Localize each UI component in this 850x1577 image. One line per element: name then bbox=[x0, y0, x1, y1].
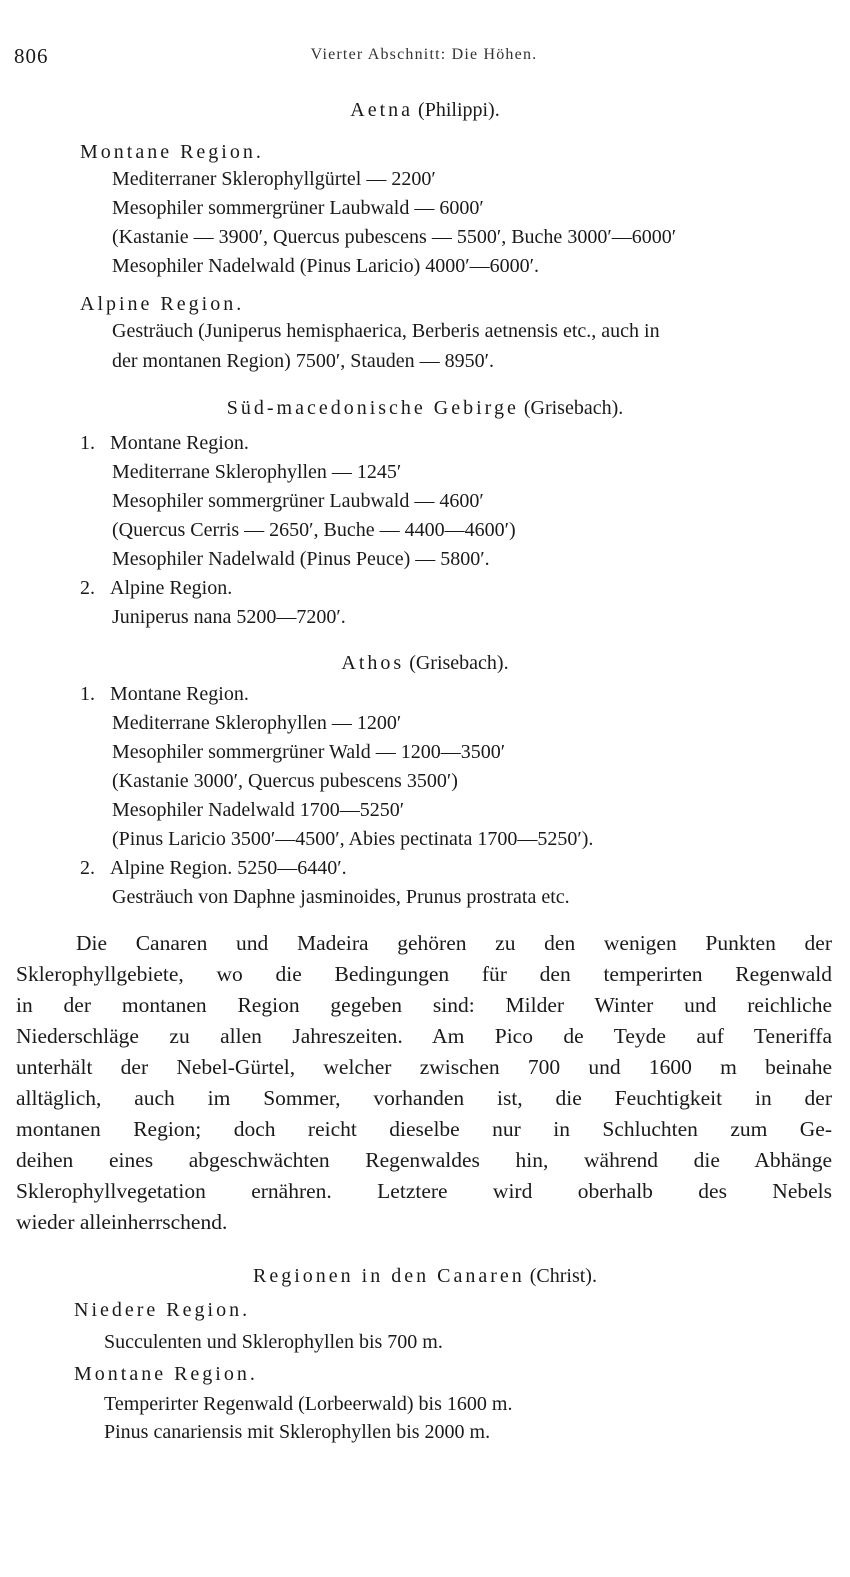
section-title: Montane Region. bbox=[110, 683, 249, 705]
aetna-montane-line: Mediterraner Sklerophyllgürtel — 2200′ bbox=[112, 168, 436, 190]
aetna-alpine-line: Gesträuch (Juniperus hemisphaerica, Berberis aetnensis etc., auch in bbox=[112, 320, 660, 342]
athos-line: Gesträuch von Daphne jasminoides, Prunus prostrata etc. bbox=[112, 886, 570, 908]
macedonia-title-line bbox=[0, 396, 850, 420]
section-title: Alpine Region. bbox=[110, 577, 233, 599]
macedonia-section-heading bbox=[80, 431, 249, 455]
macedonia-line: Juniperus nana 5200—7200′. bbox=[112, 606, 346, 628]
paragraph-line: Sklerophyllvegetation ernähren. Letztere wird oberhalb des Nebels bbox=[16, 1179, 832, 1203]
section-number: 1. bbox=[80, 683, 95, 705]
aetna-montane-line: (Kastanie — 3900′, Quercus pubescens — 5500′, Buche 3000′—6000′ bbox=[112, 226, 677, 248]
aetna-montane-line: Mesophiler Nadelwald (Pinus Laricio) 4000′—6000′. bbox=[112, 255, 540, 277]
canaries-niedere-line: Succulenten und Sklerophyllen bis 700 m. bbox=[104, 1331, 443, 1353]
canaries-montane-line: Pinus canariensis mit Sklerophyllen bis 2000 m. bbox=[104, 1421, 491, 1443]
athos-line: Mediterrane Sklerophyllen — 1200′ bbox=[112, 712, 402, 734]
athos-title-line bbox=[0, 651, 850, 675]
macedonia-author: (Grisebach). bbox=[523, 397, 624, 419]
paragraph-line: in der montanen Region gegeben sind: Milder Winter und reichliche bbox=[16, 993, 832, 1017]
body-paragraph bbox=[16, 928, 832, 1238]
athos-title: Athos bbox=[341, 652, 405, 674]
aetna-montane-heading: Montane Region. bbox=[80, 141, 264, 163]
paragraph-line: Niederschläge zu allen Jahreszeiten. Am Pico de Teyde auf Teneriffa bbox=[16, 1024, 832, 1048]
paragraph-line: Die Canaren und Madeira gehören zu den wenigen Punkten der bbox=[76, 931, 832, 955]
macedonia-line: Mesophiler sommergrüner Laubwald — 4600′ bbox=[112, 490, 484, 512]
section-number: 1. bbox=[80, 432, 95, 454]
macedonia-line: Mesophiler Nadelwald (Pinus Peuce) — 5800′. bbox=[112, 548, 490, 570]
canaries-title: Regionen in den Canaren bbox=[253, 1265, 525, 1287]
macedonia-line: Mediterrane Sklerophyllen — 1245′ bbox=[112, 461, 402, 483]
aetna-alpine-heading: Alpine Region. bbox=[80, 293, 245, 315]
section-number: 2. bbox=[80, 857, 95, 879]
macedonia-section-heading bbox=[80, 576, 232, 600]
aetna-alpine-line: der montanen Region) 7500′, Stauden — 8950′. bbox=[112, 350, 495, 372]
athos-author: (Grisebach). bbox=[409, 652, 509, 674]
aetna-title: Aetna bbox=[350, 99, 414, 121]
aetna-author: (Philippi). bbox=[418, 99, 500, 121]
paragraph-line: Sklerophyllgebiete, wo die Bedingungen für den temperirten Regenwald bbox=[16, 962, 832, 986]
running-head: Vierter Abschnitt: Die Höhen. bbox=[310, 46, 538, 63]
aetna-title-line bbox=[0, 98, 850, 122]
paragraph-line: wieder alleinherrschend. bbox=[16, 1210, 228, 1234]
canaries-author: (Christ). bbox=[529, 1265, 597, 1287]
macedonia-title: Süd-macedonische Gebirge bbox=[226, 397, 519, 419]
page-number: 806 bbox=[14, 44, 49, 68]
athos-line: (Kastanie 3000′, Quercus pubescens 3500′) bbox=[112, 770, 458, 792]
section-title: Montane Region. bbox=[110, 432, 249, 454]
athos-section-heading bbox=[80, 856, 347, 880]
canaries-montane-heading: Montane Region. bbox=[74, 1363, 258, 1385]
page-header bbox=[14, 44, 834, 68]
athos-line: Mesophiler Nadelwald 1700—5250′ bbox=[112, 799, 405, 821]
athos-line: Mesophiler sommergrüner Wald — 1200—3500′ bbox=[112, 741, 506, 763]
athos-line: (Pinus Laricio 3500′—4500′, Abies pectinata 1700—5250′). bbox=[112, 828, 594, 850]
section-number: 2. bbox=[80, 577, 95, 599]
canaries-montane-line: Temperirter Regenwald (Lorbeerwald) bis 1600 m. bbox=[104, 1393, 513, 1415]
paragraph-line: deihen eines abgeschwächten Regenwaldes hin, während die Abhänge bbox=[16, 1148, 832, 1172]
canaries-title-line bbox=[0, 1264, 850, 1288]
canaries-niedere-heading: Niedere Region. bbox=[74, 1299, 251, 1321]
paragraph-line: unterhält der Nebel-Gürtel, welcher zwischen 700 und 1600 m beinahe bbox=[16, 1055, 832, 1079]
macedonia-line: (Quercus Cerris — 2650′, Buche — 4400—4600′) bbox=[112, 519, 516, 541]
paragraph-line: montanen Region; doch reicht dieselbe nur in Schluchten zum Ge- bbox=[16, 1117, 832, 1141]
section-title: Alpine Region. 5250—6440′. bbox=[110, 857, 347, 879]
aetna-montane-line: Mesophiler sommergrüner Laubwald — 6000′ bbox=[112, 197, 484, 219]
athos-section-heading bbox=[80, 682, 249, 706]
paragraph-line: alltäglich, auch im Sommer, vorhanden ist, die Feuchtigkeit in der bbox=[16, 1086, 832, 1110]
